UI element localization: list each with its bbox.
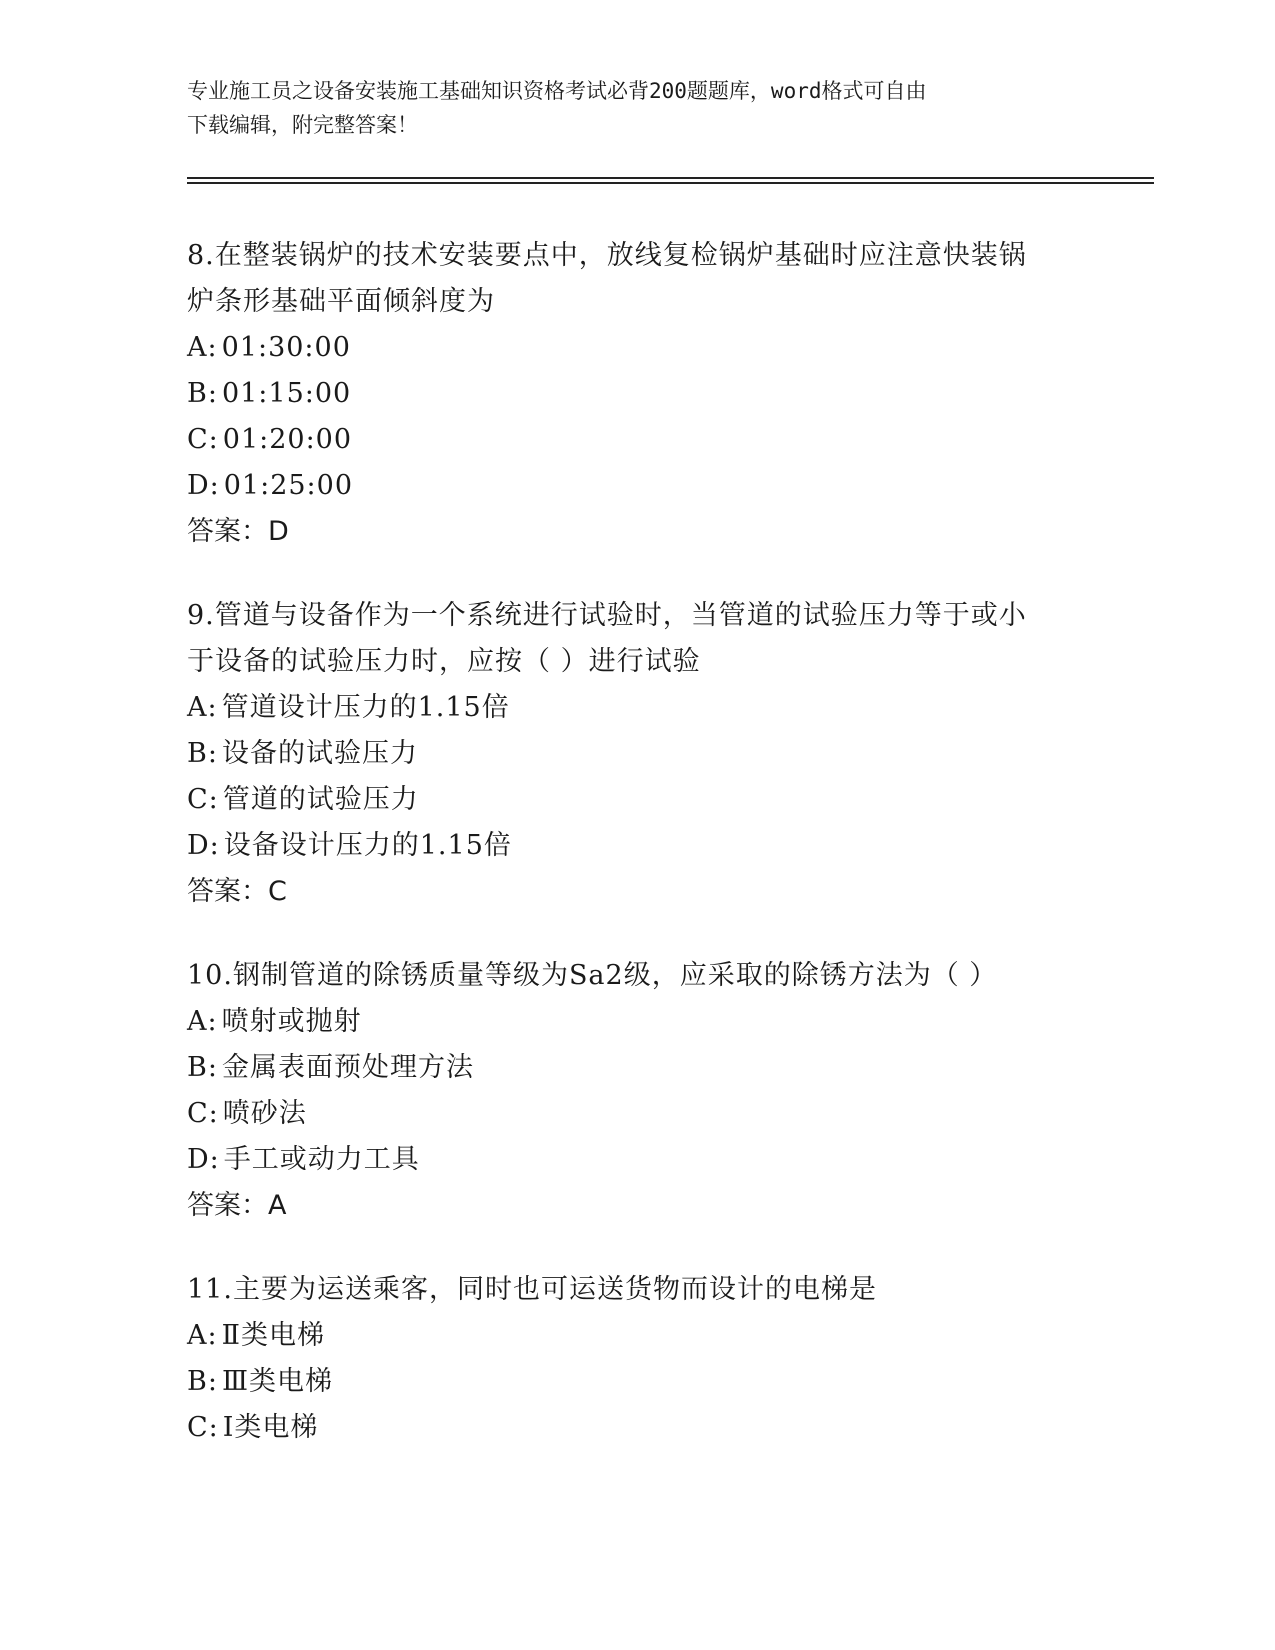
- document-header: [187, 74, 1087, 142]
- header-divider-top: [187, 177, 1154, 179]
- header-divider-bottom: [187, 182, 1154, 184]
- option-letter: C:: [187, 1098, 219, 1129]
- option-text: Ⅰ类电梯: [222, 1412, 319, 1443]
- option-a: [187, 685, 1087, 731]
- question-text: 9.管道与设备作为一个系统进行试验时，当管道的试验压力等于或小: [187, 600, 1027, 631]
- option-text: 01:30:00: [221, 332, 351, 363]
- option-b: [187, 1045, 1087, 1091]
- option-text: 01:25:00: [223, 470, 354, 501]
- option-letter: C:: [187, 784, 219, 815]
- option-b: [187, 1359, 1087, 1405]
- option-letter: C:: [187, 1412, 219, 1443]
- option-d: [187, 1137, 1087, 1183]
- option-letter: A:: [187, 692, 218, 723]
- option-letter: D:: [187, 1144, 220, 1175]
- header-line-2: 下载编辑，附完整答案！: [187, 113, 418, 137]
- option-letter: D:: [187, 830, 220, 861]
- option-text: 喷射或抛射: [221, 1006, 362, 1037]
- option-letter: C:: [187, 424, 219, 455]
- option-c: [187, 417, 1087, 463]
- question-text: 8.在整装锅炉的技术安装要点中，放线复检锅炉基础时应注意快装锅: [187, 240, 1027, 271]
- question-text: 11.主要为运送乘客，同时也可运送货物而设计的电梯是: [187, 1274, 877, 1305]
- question-text-continued: 于设备的试验压力时，应按（ ）进行试验: [187, 646, 701, 677]
- option-a: [187, 999, 1087, 1045]
- option-d: [187, 463, 1087, 509]
- option-letter: A:: [187, 332, 218, 363]
- question-text-continued: 炉条形基础平面倾斜度为: [187, 286, 495, 317]
- option-text: Ⅲ类电梯: [221, 1366, 333, 1397]
- option-letter: D:: [187, 470, 220, 501]
- option-letter: B:: [187, 1366, 218, 1397]
- option-letter: B:: [187, 378, 218, 409]
- option-text: 01:15:00: [221, 378, 352, 409]
- option-text: 管道的试验压力: [222, 784, 419, 815]
- answer-line: 答案：D: [187, 516, 289, 547]
- option-c: [187, 1405, 1087, 1451]
- option-text: 金属表面预处理方法: [221, 1052, 474, 1083]
- question-9: [187, 593, 1087, 915]
- option-letter: B:: [187, 1052, 218, 1083]
- question-10: [187, 953, 1087, 1229]
- answer-line: 答案：C: [187, 876, 287, 907]
- option-c: [187, 777, 1087, 823]
- header-line-1: 专业施工员之设备安装施工基础知识资格考试必背200题题库，word格式可自由: [187, 79, 927, 103]
- question-8: [187, 233, 1087, 555]
- option-text: Ⅱ类电梯: [221, 1320, 325, 1351]
- option-text: 01:20:00: [222, 424, 353, 455]
- option-b: [187, 371, 1087, 417]
- option-text: 设备的试验压力: [221, 738, 418, 769]
- answer-line: 答案：A: [187, 1190, 287, 1221]
- option-letter: B:: [187, 738, 218, 769]
- option-text: 手工或动力工具: [223, 1144, 420, 1175]
- option-text: 设备设计压力的1.15倍: [223, 830, 512, 861]
- question-11: [187, 1267, 1087, 1451]
- option-d: [187, 823, 1087, 869]
- option-text: 喷砂法: [222, 1098, 307, 1129]
- option-letter: A:: [187, 1320, 218, 1351]
- question-list: [187, 233, 1087, 1489]
- option-a: [187, 325, 1087, 371]
- question-text: 10.钢制管道的除锈质量等级为Sa2级，应采取的除锈方法为（ ）: [187, 960, 998, 991]
- option-text: 管道设计压力的1.15倍: [221, 692, 510, 723]
- option-a: [187, 1313, 1087, 1359]
- option-letter: A:: [187, 1006, 218, 1037]
- option-b: [187, 731, 1087, 777]
- option-c: [187, 1091, 1087, 1137]
